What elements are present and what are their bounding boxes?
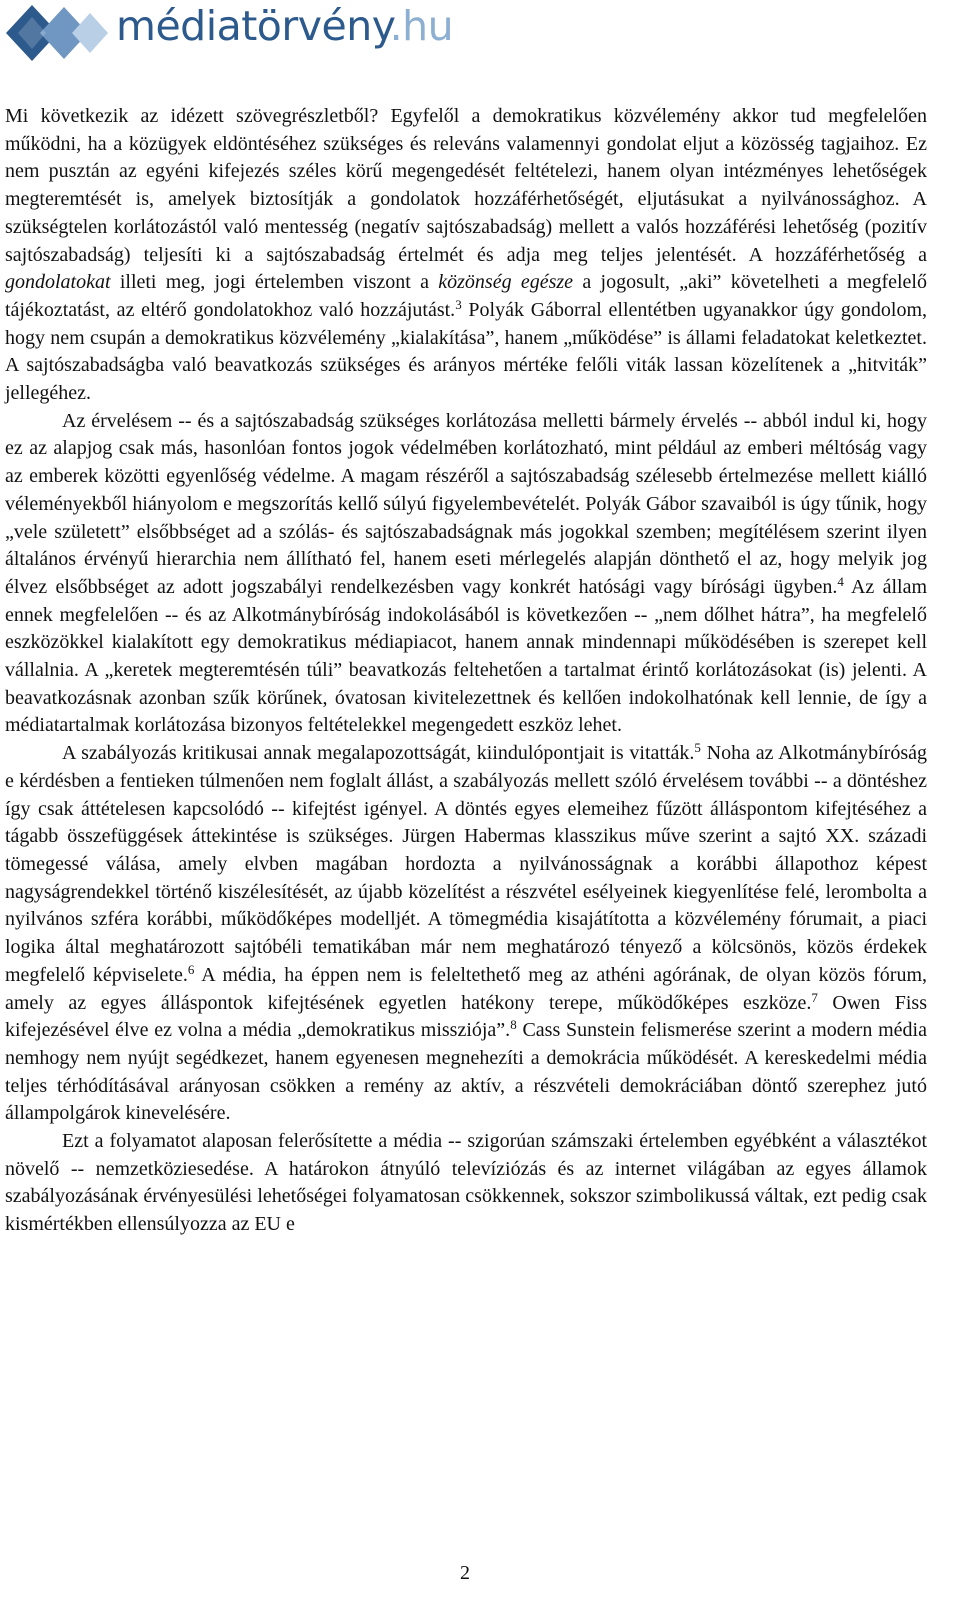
text-run: Noha az Alkotmánybíróság e kérdésben a fentieken túlmenően nem foglalt állást, a szabályozás mellett szóló érvelésem további -- a döntéshez így csak áttételesen kapcsolódó -- kifejtést igényel. A döntés egyes elemeihez fűzött álláspontom kifejtéséhez a tágabb összefüggések áttekintése is szükséges. Jürgen Habermas klasszikus műve szerint a sajtó XX. századi tömegessé válása, amely elvben magában hordozta a nyilvánosságnak a korábbi állapothoz képest nagyságrendekkel történő kiszélesítését, az újabb közelítést a részvétel esélyeinek kiegyenlítése felé, lerombolta a nyilvános szféra korábbi, működőképes modelljét. A tömegmédia kisajátította a közvélemény fórumait, a piaci logika által meghatározott sajtóbéli tematikában már nem meghatározó tényező a kölcsönös, közös érdekek megfelelő képviselete. xyxy=(5,742,927,986)
footnote-ref: 8 xyxy=(510,1017,517,1033)
paragraph xyxy=(5,408,927,740)
paragraph xyxy=(5,740,927,1128)
text-run: Mi következik az idézett szövegrészletből? Egyfelől a demokratikus közvélemény akkor tud megfelelően működni, ha a közügyek eldöntéséhez szükséges és releváns valamennyi gondolat eljut a közösség tagjaihoz. Ez nem pusztán az egyéni kifejezés széles körű megengedését feltételezi, hanem olyan intézményes lehetőségek megteremtését is, amelyek biztosítják a gondolatok hozzáférhetőségét, eljutásukat a nyilvánossághoz. A szükségtelen korlátozástól való mentesség (negatív sajtószabadság) mellett a valós hozzáférési lehetőség (pozitív sajtószabadság) teljesíti ki a sajtószabadság értelmét és adja meg teljes jelentését. A hozzáférhetőség a xyxy=(5,105,927,266)
footnote-ref: 3 xyxy=(455,296,462,312)
footnote-ref: 7 xyxy=(811,989,818,1005)
logo-main-text: médiatörvény xyxy=(116,2,390,50)
text-run: Polyák Gáborral ellentétben ugyanakkor úgy gondolom, hogy nem csupán a demokratikus közvélemény „kialakítása”, hanem „működése” is állami feladatokat keletkeztet. A sajtószabadságba való beavatkozás szükséges és arányos mértéke felőli viták lassan közelítenek a „hitviták” jellegéhez. xyxy=(5,298,927,405)
footnote-ref: 4 xyxy=(837,573,844,589)
text-run: Ezt a folyamatot alaposan felerősítette a média -- szigorúan számszaki értelemben egyébként a választékot növelő -- nemzetköziesedése. A határokon átnyúló televíziózás és az internet világában az egyes államok szabályozásának érvényesülési lehetőségei folyamatosan csökkennek, sokszor szimbolikussá váltak, ezt pedig csak kismértékben ellensúlyozza az EU e xyxy=(5,1130,927,1236)
text-run: Az érvelésem -- és a sajtószabadság szükséges korlátozása melletti bármely érvelés -- abból indul ki, hogy ez az alapjog csak más, hasonlóan fontos jogok védelmében korlátozható, mint például az emberi méltóság vagy az emberek közötti egyenlőség védelme. A magam részéről a sajtószabadság szélesebb értelmezése mellett kiálló véleményekből hiányolom e megszorítás kellő súlyú figyelembevételét. Polyák Gábor szavaiból is úgy tűnik, hogy „vele született” elsőbbséget ad a szólás- és sajtószabadságnak más jogokkal szemben; megítélésem szerint ilyen általános érvényű hierarchia nem állítható fel, hanem eseti mérlegelés alapján dönthető el az, hogy melyik jog élvez elsőbbséget az adott jogszabályi rendelkezésben vagy konkrét hatósági vagy bírósági ügyben. xyxy=(5,409,927,598)
logo-tld-text: .hu xyxy=(389,2,454,50)
emphasized-text: közönség egésze xyxy=(438,271,574,294)
site-logo[interactable] xyxy=(0,0,454,70)
text-run: A média, ha éppen nem is feleltethető meg az athéni agórának, de olyan közös fórum, amely az egyes álláspontok kifejtésének egyetlen hatékony terepe, működőképes eszköze. xyxy=(5,963,928,1014)
text-run: illeti meg, jogi értelemben viszont a xyxy=(110,271,439,294)
text-run: Az állam ennek megfelelően -- és az Alkotmánybíróság indokolásából is következően -- „nem dőlhet hátra”, ha megfelelő eszközökkel kialakított egy demokratikus médiapiacot, hanem annak mindennapi működésében is szerepet kell vállalnia. A „keretek megteremtésén túli” beavatkozás feltehetően a tartalmat érintő korlátozásokat (is) jelenti. A beavatkozásnak azonban szűk körűnek, óvatosan kivitelezettnek és kellően indokolhatónak kell lennie, de így a médiatartalmak korlátozása bizonyos feltételekkel megengedett eszköz lehet. xyxy=(5,575,927,737)
diamond-logo-icon xyxy=(2,3,108,65)
body-text xyxy=(5,103,927,1239)
paragraph xyxy=(5,103,927,408)
emphasized-text: gondolatokat xyxy=(5,271,111,294)
paragraph xyxy=(5,1128,927,1239)
text-run: Owen Fiss kifejezésével élve ez volna a média „demokratikus missziója”. xyxy=(5,991,927,1042)
text-run: A szabályozás kritikusai annak megalapozottságát, kiindulópontjait is vitatták. xyxy=(62,742,695,765)
footnote-ref: 6 xyxy=(187,961,195,977)
logo-wordmark xyxy=(116,2,454,50)
footnote-ref: 5 xyxy=(694,740,701,756)
page-number: 2 xyxy=(460,1562,470,1584)
text-run: a jogosult, „aki” követelheti a megfelelő tájékoztatást, az eltérő gondolatokhoz való hozzájutást. xyxy=(5,271,927,321)
text-run: Cass Sunstein felismerése szerint a modern média nemhogy nem nyújt segédkezet, hanem egyenesen megnehezíti a demokrácia működését. A kereskedelmi média teljes térhódításával arányosan csökken a remény az aktív, a részvételi demokráciában döntő szerephez jutó állampolgárok kinevelésére. xyxy=(5,1019,927,1125)
